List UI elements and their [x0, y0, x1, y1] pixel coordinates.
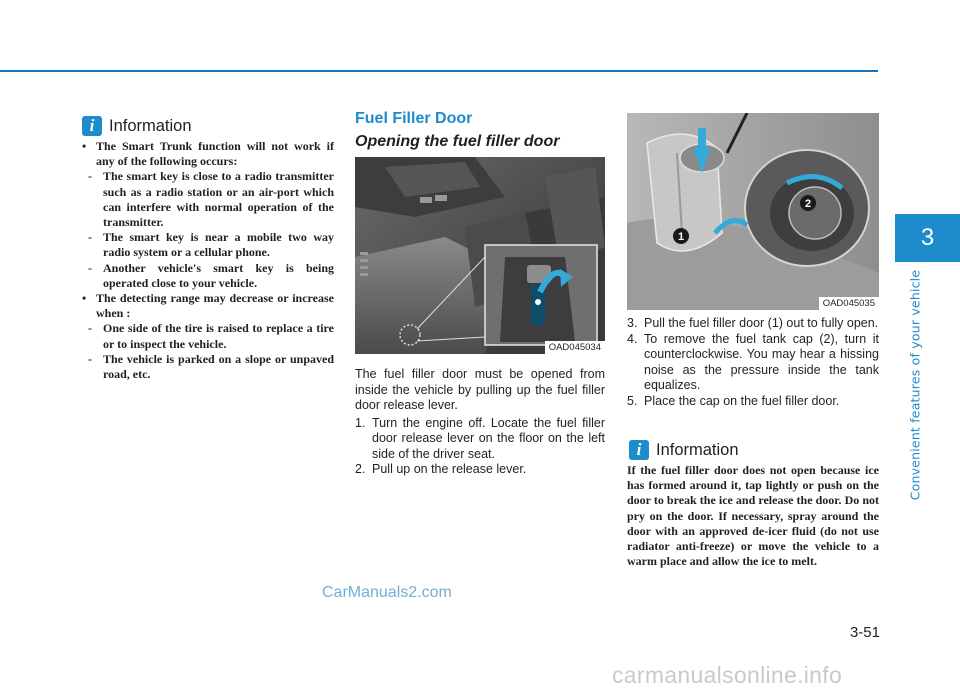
- dash-item: - The vehicle is parked on a slope or unpaved road, etc.: [80, 352, 334, 382]
- figure-release-lever: [355, 157, 605, 354]
- step-item: 1. Turn the engine off. Locate the fuel filler door release lever on the floor on the left side of the driver seat.: [355, 415, 605, 461]
- watermark: CarManuals2.com: [322, 584, 452, 601]
- chapter-title: Convenient features of your vehicle: [907, 269, 923, 501]
- dash-item: - The smart key is close to a radio transmitter such as a radio station or an air-port which can interfere with normal operation of the transmitter.: [80, 169, 334, 230]
- intro-paragraph: The fuel filler door must be opened from inside the vehicle by pulling up the fuel filler door release lever.: [355, 367, 605, 412]
- bullet-item: • The Smart Trunk function will not work if any of the following occurs:: [80, 139, 334, 169]
- step-item: 2. Pull up on the release lever.: [355, 462, 527, 476]
- step-item: 5. Place the cap on the fuel filler door.: [627, 393, 840, 408]
- info-heading-2: [629, 440, 739, 460]
- figure-code: OAD045034: [545, 341, 605, 354]
- chapter-side-title: [900, 270, 930, 500]
- step-item: 3. Pull the fuel filler door (1) out to fully open.: [627, 316, 879, 330]
- instructions-body: [355, 367, 605, 478]
- steps-continued: [627, 316, 879, 409]
- bullet-item: • The detecting range may decrease or increase when :: [80, 291, 334, 321]
- info-i-icon: i: [629, 440, 649, 460]
- page-number: 3-51: [849, 624, 880, 641]
- info-title: Information: [656, 440, 739, 459]
- section-title: Fuel Filler Door: [355, 110, 473, 127]
- chapter-tab: [895, 214, 960, 262]
- callout-2: 2: [804, 198, 812, 210]
- info-i-icon: i: [82, 116, 102, 136]
- fuel-door-illustration: [627, 113, 879, 310]
- dash-item: - Another vehicle's smart key is being operated close to your vehicle.: [80, 261, 334, 291]
- header-rule: [0, 70, 878, 72]
- info-body: [80, 139, 334, 382]
- info-heading: [82, 116, 192, 136]
- callout-1: 1: [677, 231, 685, 243]
- step-item: 4. To remove the fuel tank cap (2), turn it counterclockwise. You may hear a hissing noise as the pressure inside the tank equalizes.: [627, 331, 879, 392]
- dash-item: - The smart key is near a mobile two way radio system or a cellular phone.: [80, 230, 334, 260]
- footer-watermark: carmanualsonline.info: [612, 662, 843, 688]
- dash-item: - One side of the tire is raised to replace a tire or to inspect the vehicle.: [80, 321, 334, 351]
- car-interior-illustration: [355, 157, 605, 354]
- figure-fuel-door: [627, 113, 879, 310]
- chapter-number: 3: [920, 224, 935, 251]
- info-body-2: If the fuel filler door does not open because ice has formed around it, tap lightly or push on the door to break the ice and release the door. Do not pry on the door. If necessary, spray around the door with an approved de-icer fluid (do not use radiator anti-freeze) or move the vehicle to a warm place and allow the ice to melt.: [627, 463, 879, 569]
- figure-code: OAD045035: [819, 297, 879, 310]
- info-title: Information: [109, 116, 192, 135]
- subsection-title: Opening the fuel filler door: [355, 133, 560, 150]
